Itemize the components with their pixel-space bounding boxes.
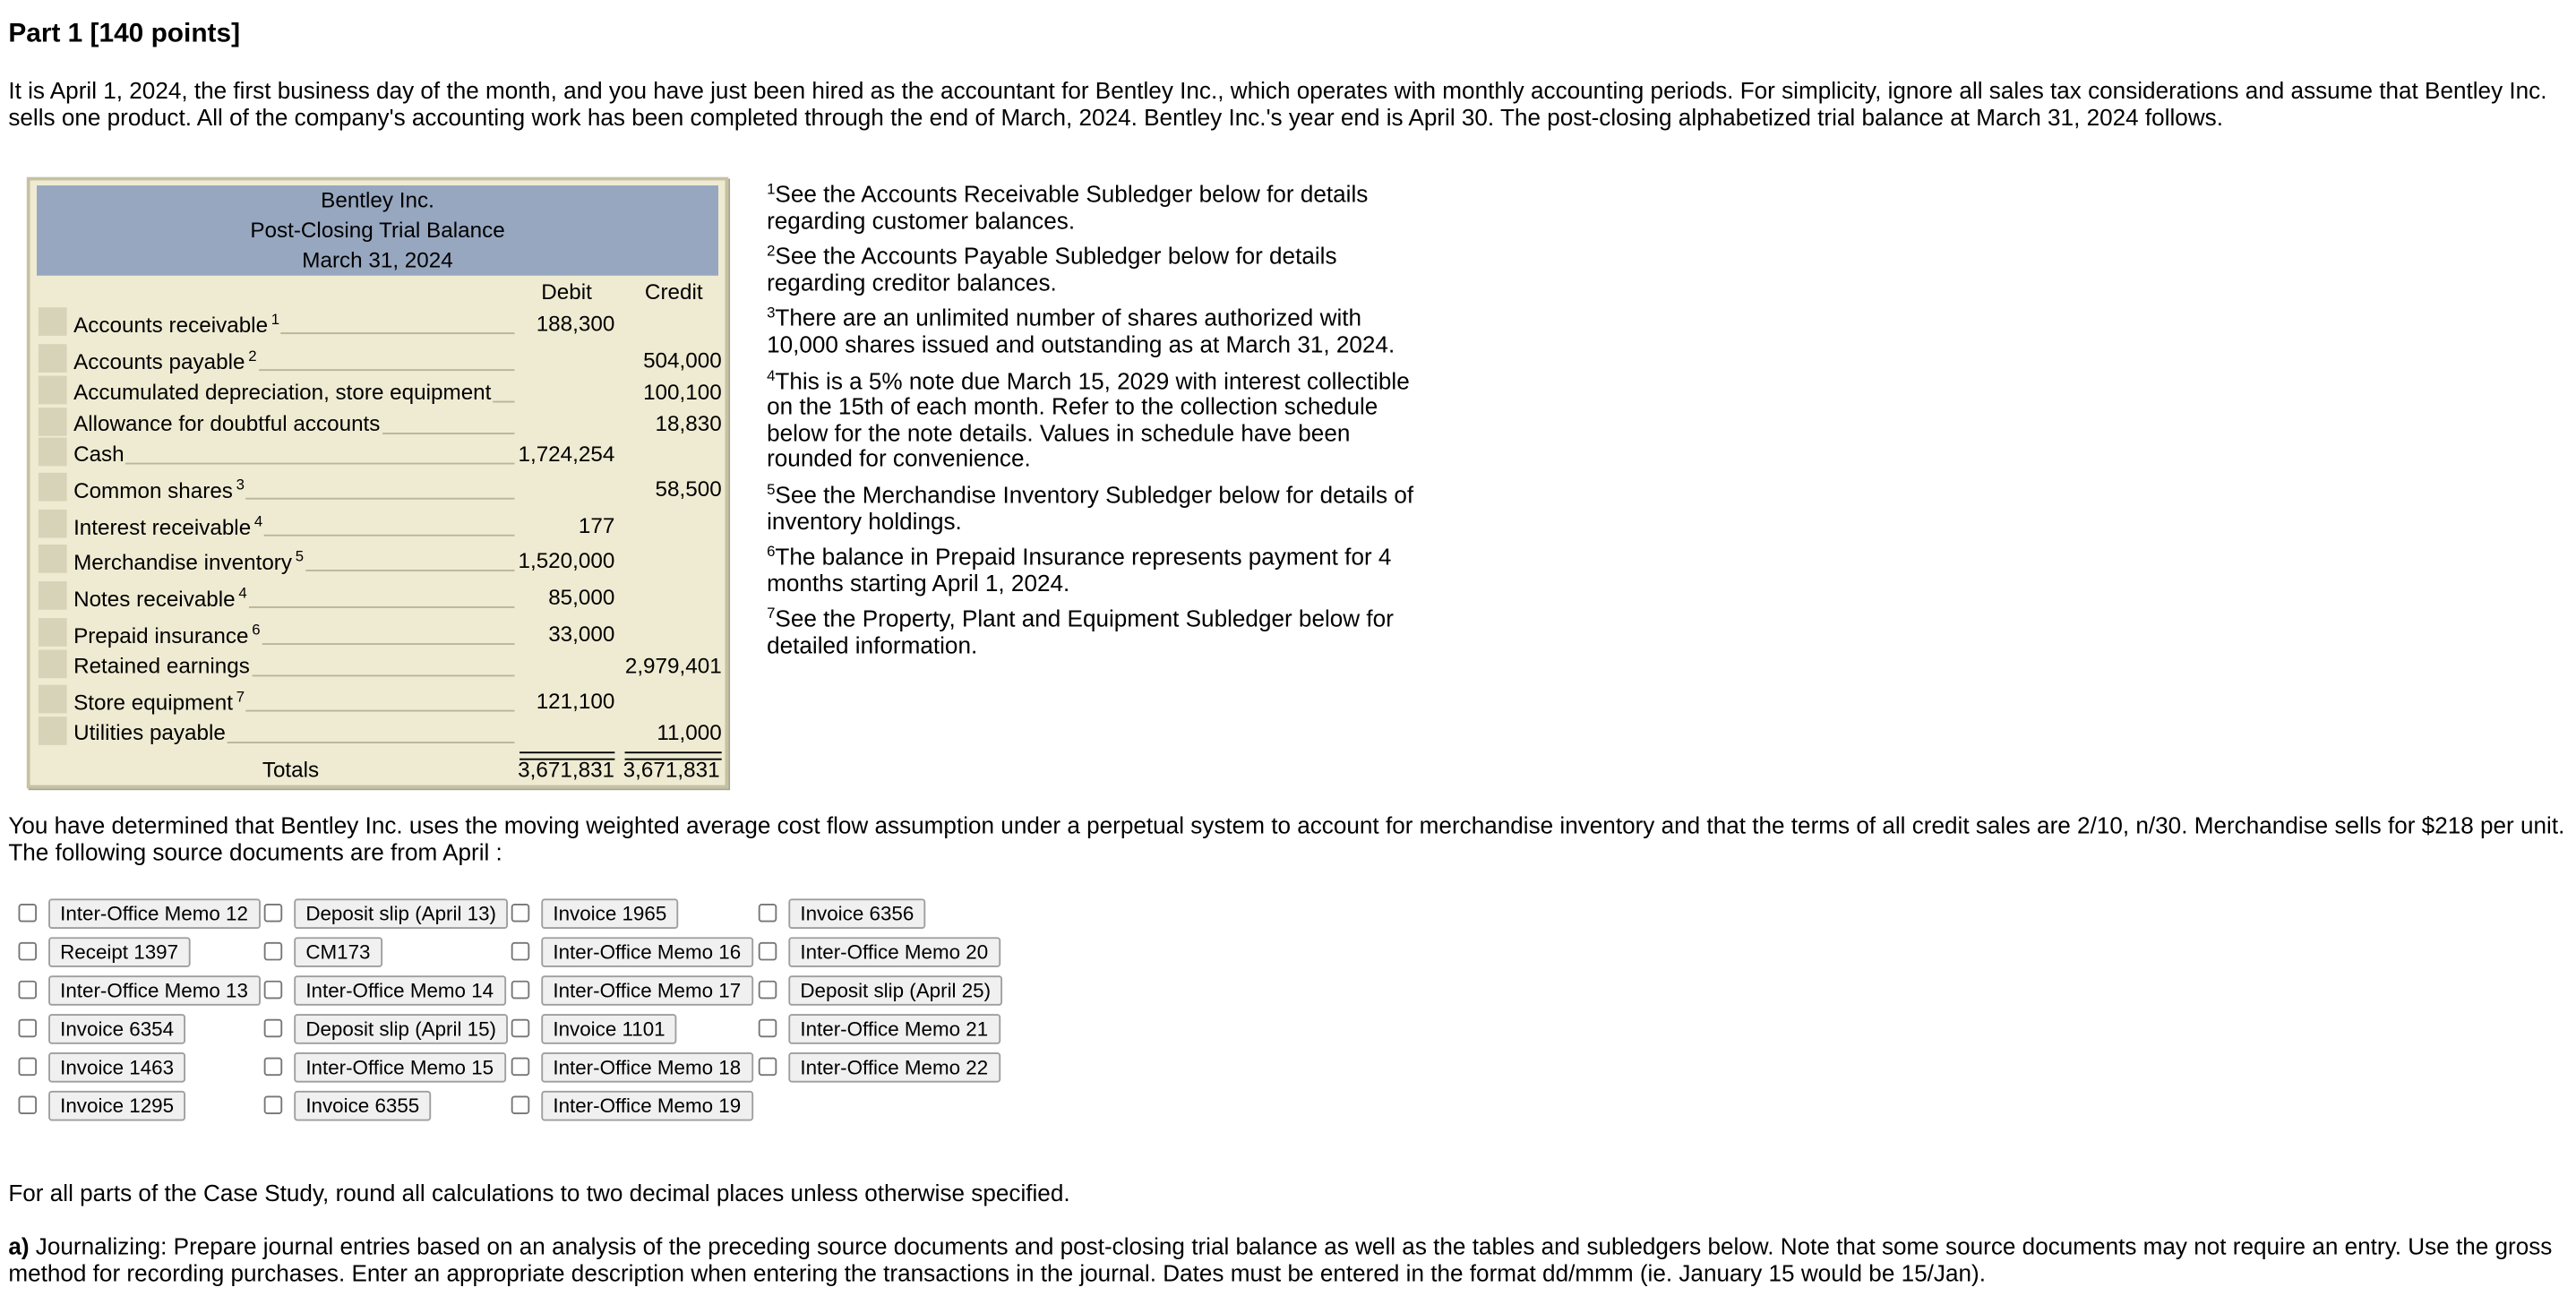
source-document-checkbox[interactable] (264, 904, 283, 923)
credit-amount: 2,979,401 (624, 653, 722, 679)
leader-line (305, 570, 514, 571)
source-document-checkbox[interactable] (19, 981, 38, 1000)
account-footnote-ref: 4 (238, 584, 247, 602)
source-document-checkbox[interactable] (19, 942, 38, 961)
account-name (73, 311, 279, 338)
account-label: Common shares (73, 477, 233, 503)
footnote (767, 177, 1427, 235)
debit-amount: 121,100 (536, 688, 615, 714)
footnote (767, 301, 1427, 358)
leader-line (125, 463, 515, 465)
trial-balance-row (37, 408, 725, 439)
account-label: Interest receivable (73, 514, 252, 540)
part-a-instructions (8, 1232, 2572, 1286)
source-document-button[interactable]: Invoice 6355 (294, 1091, 431, 1121)
source-document-button[interactable]: Invoice 1101 (541, 1014, 676, 1044)
source-document-button[interactable]: Invoice 1463 (48, 1052, 185, 1083)
debit-amount: 1,724,254 (518, 441, 615, 467)
account-footnote-ref: 5 (295, 547, 305, 565)
account-name (73, 585, 247, 612)
trial-balance-row (37, 473, 725, 504)
trial-balance-row (37, 510, 725, 541)
source-document-checkbox[interactable] (759, 1019, 777, 1038)
source-document-button[interactable]: Inter-Office Memo 15 (294, 1052, 505, 1083)
account-name (73, 653, 250, 678)
leader-line (262, 643, 515, 645)
row-marker (39, 545, 67, 573)
source-document-button[interactable]: Deposit slip (April 25) (788, 975, 1002, 1006)
account-label: Utilities payable (73, 719, 226, 745)
leader-line (493, 401, 514, 403)
row-marker (39, 408, 67, 436)
trial-balance-row (37, 650, 725, 682)
trial-balance-date: March 31, 2024 (302, 247, 453, 273)
row-marker (39, 717, 67, 745)
part-title: Part 1 [140 points] (8, 20, 241, 49)
footnote-number: 4 (767, 366, 776, 384)
account-name (73, 348, 256, 374)
row-marker (39, 344, 67, 373)
footnote-text: See the Accounts Receivable Subledger below for details regarding customer balances. (767, 180, 1369, 234)
source-document-button[interactable]: Invoice 6356 (788, 898, 925, 929)
leader-line (245, 710, 514, 712)
leader-line (245, 498, 514, 500)
trial-balance-company: Bentley Inc. (321, 186, 434, 212)
debit-column-header: Debit (541, 279, 592, 305)
footnote (767, 239, 1427, 296)
account-name (73, 622, 261, 648)
credit-amount: 504,000 (643, 347, 722, 373)
trial-balance-panel (27, 177, 728, 789)
footnote-number: 2 (767, 242, 776, 260)
footnote-number: 6 (767, 543, 776, 561)
source-document-checkbox[interactable] (19, 904, 38, 923)
footnote-number: 5 (767, 481, 776, 498)
account-label: Accumulated depreciation, store equipment (73, 379, 492, 405)
leader-line (249, 606, 515, 608)
account-label: Accounts payable (73, 348, 245, 374)
totals-label: Totals (262, 756, 320, 782)
total-debit: 3,671,831 (518, 756, 615, 782)
credit-column-header: Credit (644, 279, 703, 305)
source-document-button[interactable]: CM173 (294, 937, 382, 967)
source-document-checkbox[interactable] (264, 1096, 283, 1115)
total-credit: 3,671,831 (623, 756, 720, 782)
source-document-button[interactable]: Invoice 6354 (48, 1014, 185, 1044)
trial-balance-row (37, 376, 725, 408)
footnote-text: There are an unlimited number of shares authorized with 10,000 shares issued and outstanding as at March 31, 2024. (767, 305, 1395, 358)
credit-amount: 11,000 (657, 719, 722, 745)
trial-balance-row (37, 438, 725, 469)
footnote-number: 7 (767, 605, 776, 622)
account-footnote-ref: 7 (236, 688, 245, 706)
source-document-button[interactable]: Inter-Office Memo 16 (541, 937, 752, 967)
row-marker (39, 307, 67, 336)
account-name (73, 441, 125, 466)
source-document-checkbox[interactable] (264, 981, 283, 1000)
footnote-number: 1 (767, 180, 776, 198)
source-document-checkbox[interactable] (759, 1058, 777, 1077)
source-document-checkbox[interactable] (511, 1096, 530, 1115)
account-name (73, 513, 262, 540)
row-marker (39, 473, 67, 502)
source-document-button[interactable]: Inter-Office Memo 19 (541, 1091, 752, 1121)
intro-paragraph: It is April 1, 2024, the first business day of the month, and you have just been hired as the accountant for Bentley Inc., which operates with monthly accounting periods. For simplicity, ignore all sales tax considerations and assume that Bentley Inc. sells one product. All of the company's accounting work has been completed through the end of March, 2024. Bentley Inc.'s year end is April 30. The post-closing alphabetized trial balance at March 31, 2024 follows. (8, 76, 2547, 131)
trial-balance-header (37, 185, 718, 276)
account-footnote-ref: 3 (236, 476, 245, 494)
row-marker (39, 510, 67, 538)
leader-line (228, 742, 515, 743)
trial-balance-footnotes (767, 177, 1427, 665)
source-document-checkbox[interactable] (759, 942, 777, 961)
debit-amount: 33,000 (548, 621, 615, 647)
source-document-button[interactable]: Inter-Office Memo 17 (541, 975, 752, 1006)
source-document-button[interactable]: Inter-Office Memo 14 (294, 975, 505, 1006)
source-document-checkbox[interactable] (511, 1058, 530, 1077)
row-marker (39, 650, 67, 679)
source-document-checkbox[interactable] (19, 1058, 38, 1077)
footnote (767, 540, 1427, 597)
account-footnote-ref: 4 (253, 512, 263, 530)
footnote-text: See the Accounts Payable Subledger below for details regarding creditor balances. (767, 242, 1337, 296)
leader-line (259, 369, 514, 371)
source-document-checkbox[interactable] (264, 942, 283, 961)
source-document-checkbox[interactable] (19, 1096, 38, 1115)
footnote-number: 3 (767, 305, 776, 322)
account-label: Store equipment (73, 690, 234, 716)
footnote (767, 364, 1427, 473)
row-marker (39, 685, 67, 714)
credit-amount: 58,500 (655, 476, 722, 502)
source-document-checkbox[interactable] (759, 904, 777, 923)
part-a-text: Journalizing: Prepare journal entries based on an analysis of the preceding source documents and post-closing trial balance as well as the tables and subledgers below. Note that some source documents may not require an entry. Use the gross method for recording purchases. Enter an appropriate description when entering the transactions in the journal. Dates must be entered in the format dd/mmm (ie. January 15 would be 15/Jan). (8, 1232, 2553, 1287)
debit-amount: 177 (578, 512, 615, 538)
account-label: Notes receivable (73, 586, 236, 612)
source-document-checkbox[interactable] (264, 1019, 283, 1038)
account-name (73, 379, 491, 404)
account-name (73, 476, 245, 503)
credit-amount: 100,100 (643, 379, 722, 405)
row-marker (39, 581, 67, 610)
credit-amount: 18,830 (655, 410, 722, 436)
row-marker (39, 618, 67, 647)
debit-amount: 1,520,000 (518, 547, 615, 573)
footnote-text: See the Merchandise Inventory Subledger below for details of inventory holdings. (767, 481, 1414, 534)
source-document-button[interactable]: Inter-Office Memo 18 (541, 1052, 752, 1083)
footnote-text: The balance in Prepaid Insurance represents payment for 4 months starting April 1, 2024. (767, 543, 1392, 597)
source-document-button[interactable]: Receipt 1397 (48, 937, 190, 967)
trial-balance-row (37, 545, 725, 576)
debit-amount: 85,000 (548, 584, 615, 610)
debit-amount: 188,300 (536, 310, 615, 336)
account-label: Accounts receivable (73, 312, 269, 338)
leader-line (264, 535, 515, 536)
account-footnote-ref: 2 (248, 347, 257, 365)
account-label: Merchandise inventory (73, 549, 293, 575)
source-document-button[interactable]: Inter-Office Memo 21 (788, 1014, 1000, 1044)
trial-balance-row (37, 581, 725, 613)
account-name (73, 548, 304, 575)
source-document-checkbox[interactable] (511, 981, 530, 1000)
part-a-label: a) (8, 1232, 30, 1260)
row-marker (39, 376, 67, 405)
source-document-checkbox[interactable] (19, 1019, 38, 1038)
account-footnote-ref: 6 (252, 621, 261, 639)
source-document-checkbox[interactable] (511, 904, 530, 923)
trial-balance-row (37, 618, 725, 649)
leader-line (382, 433, 514, 434)
rounding-note: For all parts of the Case Study, round all calculations to two decimal places unless otherwise specified. (8, 1179, 1070, 1206)
trial-balance-row (37, 717, 725, 748)
leader-line (253, 675, 515, 677)
trial-balance-row (37, 344, 725, 375)
source-document-checkbox[interactable] (511, 1019, 530, 1038)
source-document-button[interactable]: Inter-Office Memo 12 (48, 898, 260, 929)
account-label: Retained earnings (73, 653, 250, 679)
leader-line (280, 332, 514, 334)
source-document-button[interactable]: Invoice 1295 (48, 1091, 185, 1121)
source-document-button[interactable]: Inter-Office Memo 22 (788, 1052, 1000, 1083)
footnote-text: See the Property, Plant and Equipment Subledger below for detailed information. (767, 605, 1394, 658)
trial-balance-title: Post-Closing Trial Balance (250, 217, 505, 243)
account-name (73, 720, 226, 745)
footnote-text: This is a 5% note due March 15, 2029 with interest collectible on the 15th of each month. Refer to the collection schedule below for the note details. Values in schedule have been rounded for convenience. (767, 366, 1410, 472)
source-document-button[interactable]: Inter-Office Memo 13 (48, 975, 260, 1006)
trial-balance-row (37, 685, 725, 717)
source-document-checkbox[interactable] (264, 1058, 283, 1077)
source-document-button[interactable]: Deposit slip (April 13) (294, 898, 508, 929)
trial-balance-row (37, 307, 725, 339)
source-document-button[interactable]: Deposit slip (April 15) (294, 1014, 508, 1044)
source-document-button[interactable]: Inter-Office Memo 20 (788, 937, 1000, 967)
source-document-checkbox[interactable] (511, 942, 530, 961)
source-document-checkbox[interactable] (759, 981, 777, 1000)
method-paragraph: You have determined that Bentley Inc. uses the moving weighted average cost flow assumption under a perpetual system to account for merchandise inventory and that the terms of all credit sales are 2/10, n/30. Merchandise sells for $218 per unit. The following source documents are from April : (8, 811, 2565, 866)
footnote (767, 477, 1427, 535)
account-footnote-ref: 1 (270, 310, 280, 328)
account-label: Prepaid insurance (73, 622, 249, 648)
row-marker (39, 438, 67, 467)
account-label: Allowance for doubtful accounts (73, 410, 381, 436)
account-label: Cash (73, 441, 125, 467)
source-document-button[interactable]: Invoice 1965 (541, 898, 678, 929)
footnote (767, 602, 1427, 659)
account-name (73, 411, 380, 436)
account-name (73, 688, 245, 715)
